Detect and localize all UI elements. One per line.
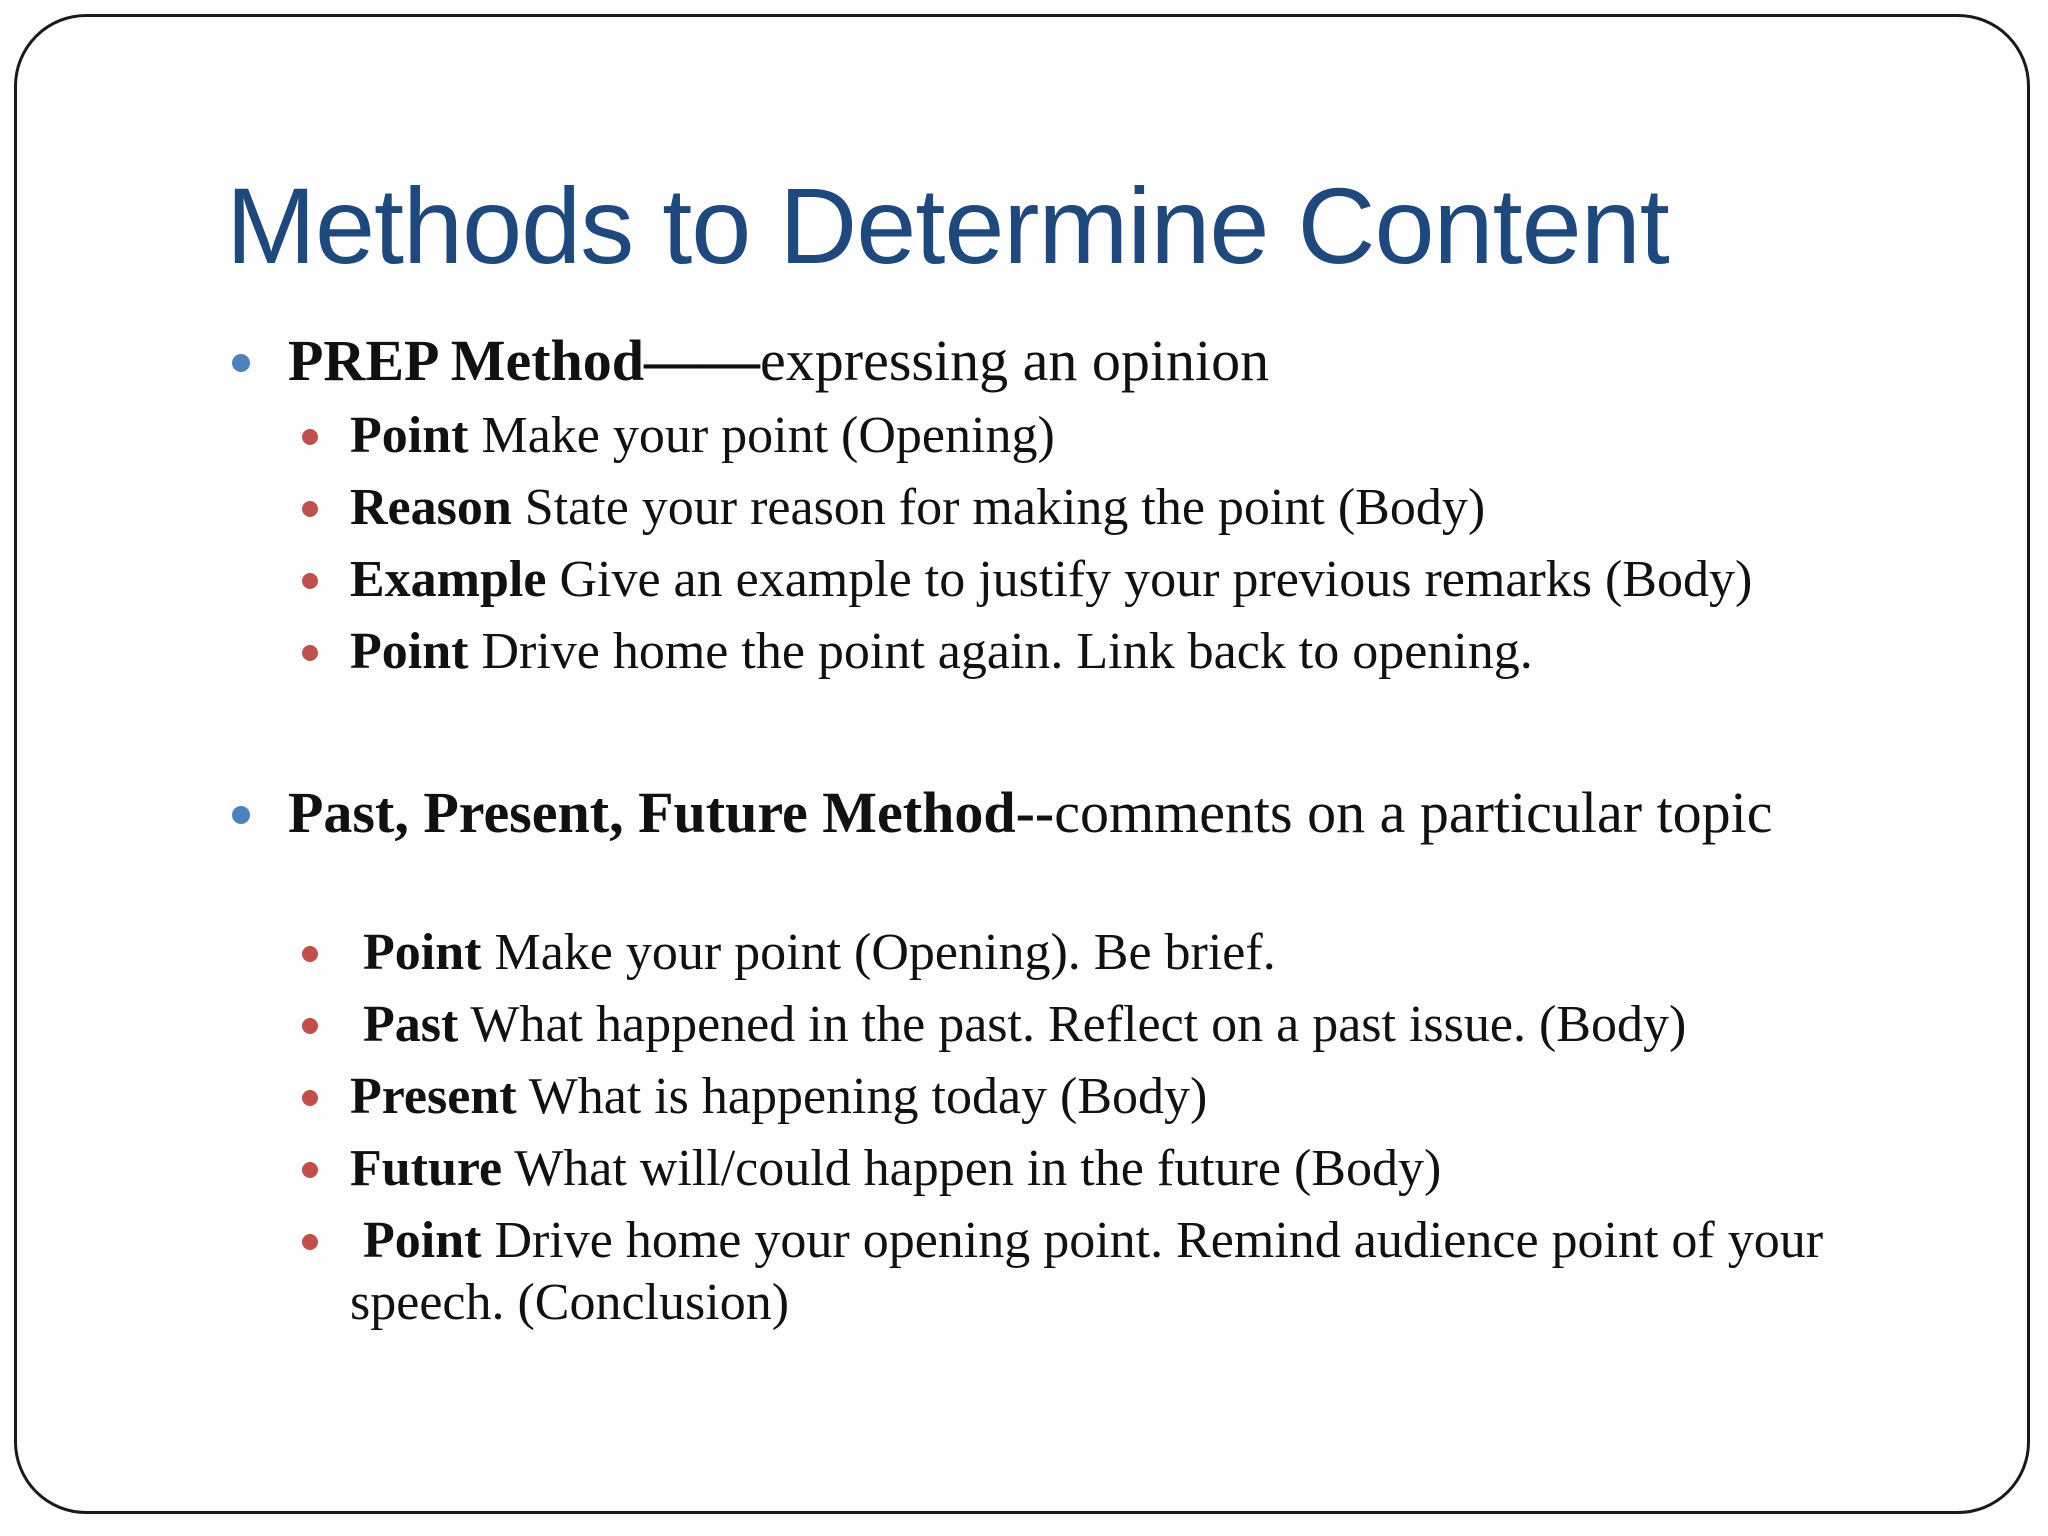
bullet-icon — [302, 1234, 318, 1250]
bullet-icon — [302, 429, 318, 445]
list-item — [350, 477, 1485, 539]
list-item-text: Make your point (Opening) — [468, 407, 1055, 464]
slide-title: Methods to Determine Content — [226, 165, 1669, 286]
bullet-icon — [302, 1162, 318, 1178]
list-item-text: What is happening today (Body) — [516, 1068, 1208, 1125]
bullet-icon — [232, 354, 250, 372]
list-item — [350, 922, 1276, 984]
prep-heading-bold: PREP Method—— — [288, 328, 761, 393]
list-item-text: Make your point (Opening). Be brief. — [481, 924, 1276, 981]
list-item-text: Drive home your opening point. Remind audience point of your speech. (Conclusion) — [350, 1212, 1824, 1331]
bullet-icon — [232, 806, 250, 824]
prep-heading-text: expressing an opinion — [760, 328, 1270, 393]
list-item — [350, 405, 1055, 467]
bullet-icon — [302, 946, 318, 962]
prep-heading — [288, 328, 1269, 394]
bullet-icon — [302, 573, 318, 589]
list-item — [350, 621, 1533, 683]
list-item-bold: Example — [350, 551, 547, 608]
list-item-bold: Point — [350, 623, 469, 680]
ppf-heading-text: comments on a particular topic — [1054, 780, 1773, 845]
list-item-text: State your reason for making the point (Body) — [511, 479, 1486, 536]
list-item-text: Give an example to justify your previous remarks (Body) — [546, 551, 1753, 608]
list-item-text: What happened in the past. Reflect on a past issue. (Body) — [458, 996, 1687, 1053]
list-item-bold: Present — [350, 1068, 517, 1125]
list-item-bold: Past — [350, 996, 459, 1053]
list-item — [350, 1138, 1441, 1200]
list-item-bold: Point — [350, 1212, 482, 1269]
list-item — [350, 994, 1686, 1056]
bullet-icon — [302, 1090, 318, 1106]
bullet-icon — [302, 501, 318, 517]
bullet-icon — [302, 645, 318, 661]
ppf-heading-bold: Past, Present, Future Method-- — [288, 780, 1055, 845]
list-item-bold: Point — [350, 924, 482, 981]
list-item — [350, 549, 1752, 611]
list-item-bold: Future — [350, 1140, 503, 1197]
list-item-text: What will/could happen in the future (Body) — [502, 1140, 1442, 1197]
list-item-text: Drive home the point again. Link back to opening. — [468, 623, 1533, 680]
bullet-icon — [302, 1018, 318, 1034]
ppf-heading — [288, 780, 1838, 846]
list-item-bold: Point — [350, 407, 469, 464]
list-item — [350, 1210, 1900, 1334]
list-item-bold: Reason — [350, 479, 512, 536]
list-item — [350, 1066, 1207, 1128]
